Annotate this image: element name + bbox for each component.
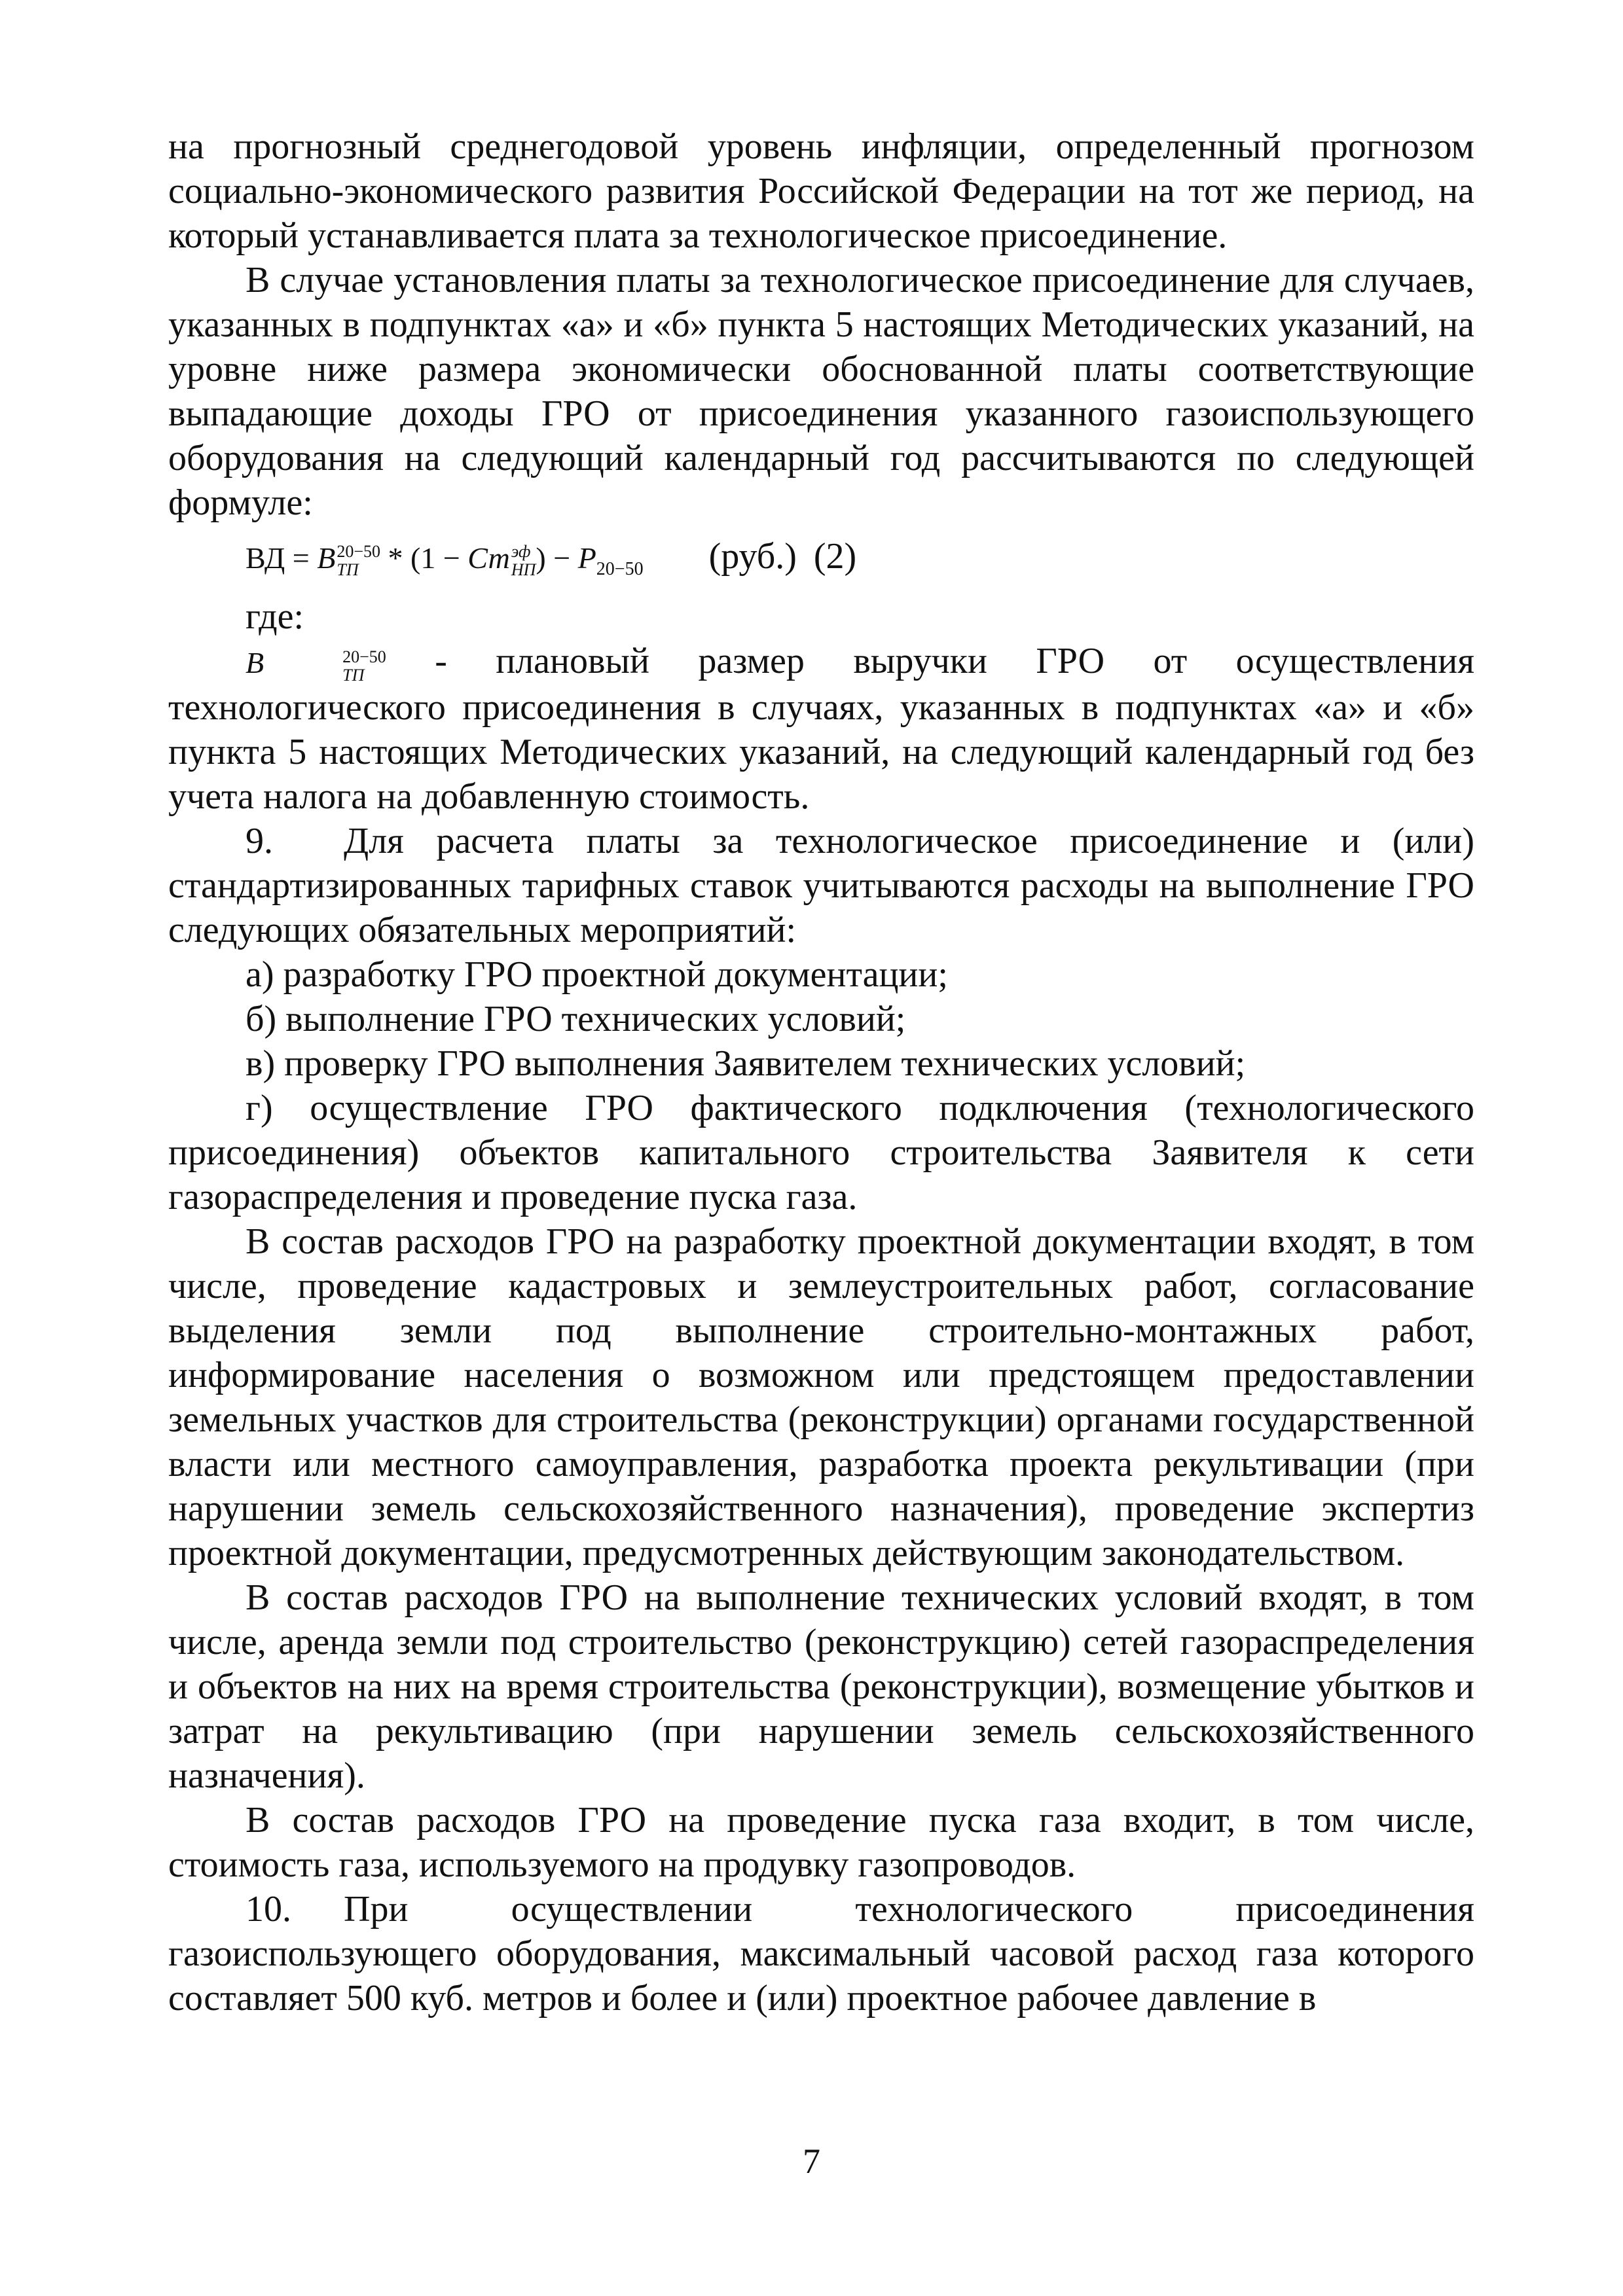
paragraph-gas-start-costs: В состав расходов ГРО на проведение пуска газа входит, в том числе, стоимость газа, используемого на продувку газопроводов. [168, 1800, 1474, 1886]
paragraph-definition [168, 639, 1474, 819]
formula-p-letter: P [577, 541, 596, 575]
page-body [168, 124, 1474, 2020]
definition-symbol-indices [265, 648, 386, 685]
formula-expression [246, 536, 644, 592]
page-number: 7 [803, 2142, 820, 2181]
formula-ct-sub: НП [511, 560, 536, 580]
paragraph-9-number: 9. [246, 821, 273, 862]
formula-minus: ) − [536, 541, 578, 575]
formula-ct-indices [511, 543, 536, 579]
formula-mult: * (1 − [380, 541, 468, 575]
list-item-g: г) осуществление ГРО фактического подключения (технологического присоединения) объектов капитального строительства Заявителя к сети газораспределения и проведение пуска газа. [168, 1088, 1474, 1218]
paragraph-9-text: Для расчета платы за технологическое присоединение и (или) стандартизированных тарифных ставок учитываются расходы на выполнение ГРО следующих обязательных мероприятий: [168, 821, 1474, 951]
paragraph-9 [168, 819, 1474, 952]
definition-symbol-letter: B [246, 646, 264, 680]
formula-lhs: ВД = [246, 541, 318, 575]
formula-p-sub: 20−50 [596, 559, 644, 580]
list-item-a: а) разработку ГРО проектной документации; [246, 954, 948, 996]
formula-2 [168, 534, 1474, 592]
definition-symbol-sup: 20−50 [342, 647, 386, 666]
formula-ct-letter: Ст [467, 541, 510, 575]
where-label: где: [246, 596, 304, 637]
formula-b-sub: ТП [337, 560, 359, 580]
definition-symbol [246, 646, 386, 685]
list-item-b: б) выполнение ГРО технических условий; [246, 999, 906, 1040]
formula-number: (2) [813, 536, 857, 577]
formula-b-sup: 20−50 [337, 542, 381, 562]
paragraph-10-number: 10. [246, 1889, 291, 1930]
paragraph-inflation: на прогнозный среднегодовой уровень инфляции, определенный прогнозом социально-экономического развития Российской Федерации на тот же период, на который устанавливается плата за технологическое присоединение. [168, 126, 1474, 256]
paragraph-tech-costs: В состав расходов ГРО на выполнение технических условий входят, в том числе, аренда земли под строительство (реконструкцию) сетей газораспределения и объектов на них на время строительства (реконструкции), возмещение убытков и затрат на рекультивацию (при нарушении земель сельскохозяйственного назначения). [168, 1577, 1474, 1797]
list-item-v: в) проверку ГРО выполнения Заявителем технических условий; [246, 1043, 1246, 1085]
paragraph-10-text: При осуществлении технологического присоединения газоиспользующего оборудования, максимальный часовой расход газа которого составляет 500 куб. метров и более и (или) проектное рабочее давление в [168, 1889, 1474, 2019]
definition-symbol-sub: ТП [342, 665, 365, 685]
formula-ct-sup: эф [511, 542, 531, 562]
formula-b-letter: B [317, 541, 336, 575]
paragraph-project-costs: В состав расходов ГРО на разработку проектной документации входят, в том числе, проведение кадастровых и землеустроительных работ, согласование выделения земли под выполнение строительно-монтажных работ, информирование населения о возможном или предстоящем предоставлении земельных участков для строительства (реконструкции) органами государственной власти или местного самоуправления, разработка проекта рекультивации (при нарушении земель сельскохозяйственного назначения), проведение экспертиз проектной документации, предусмотренных действующим законодательством. [168, 1221, 1474, 1574]
formula-b-indices [337, 543, 380, 579]
formula-unit: (руб.) [708, 536, 797, 577]
paragraph-10 [168, 1887, 1474, 2020]
paragraph-lost-revenue: В случае установления платы за технологическое присоединение для случаев, указанных в подпунктах «а» и «б» пункта 5 настоящих Методических указаний, на уровне ниже размера экономически обоснованной платы соответствующие выпадающие доходы ГРО от присоединения указанного газоиспользующего оборудования на следующий календарный год рассчитываются по следующей формуле: [168, 260, 1474, 523]
definition-text: - плановый размер выручки ГРО от осуществления технологического присоединения в случаях, указанных в подпунктах «а» и «б» пункта 5 настоящих Методических указаний, на следующий календарный год без учета налога на добавленную стоимость. [168, 641, 1474, 817]
